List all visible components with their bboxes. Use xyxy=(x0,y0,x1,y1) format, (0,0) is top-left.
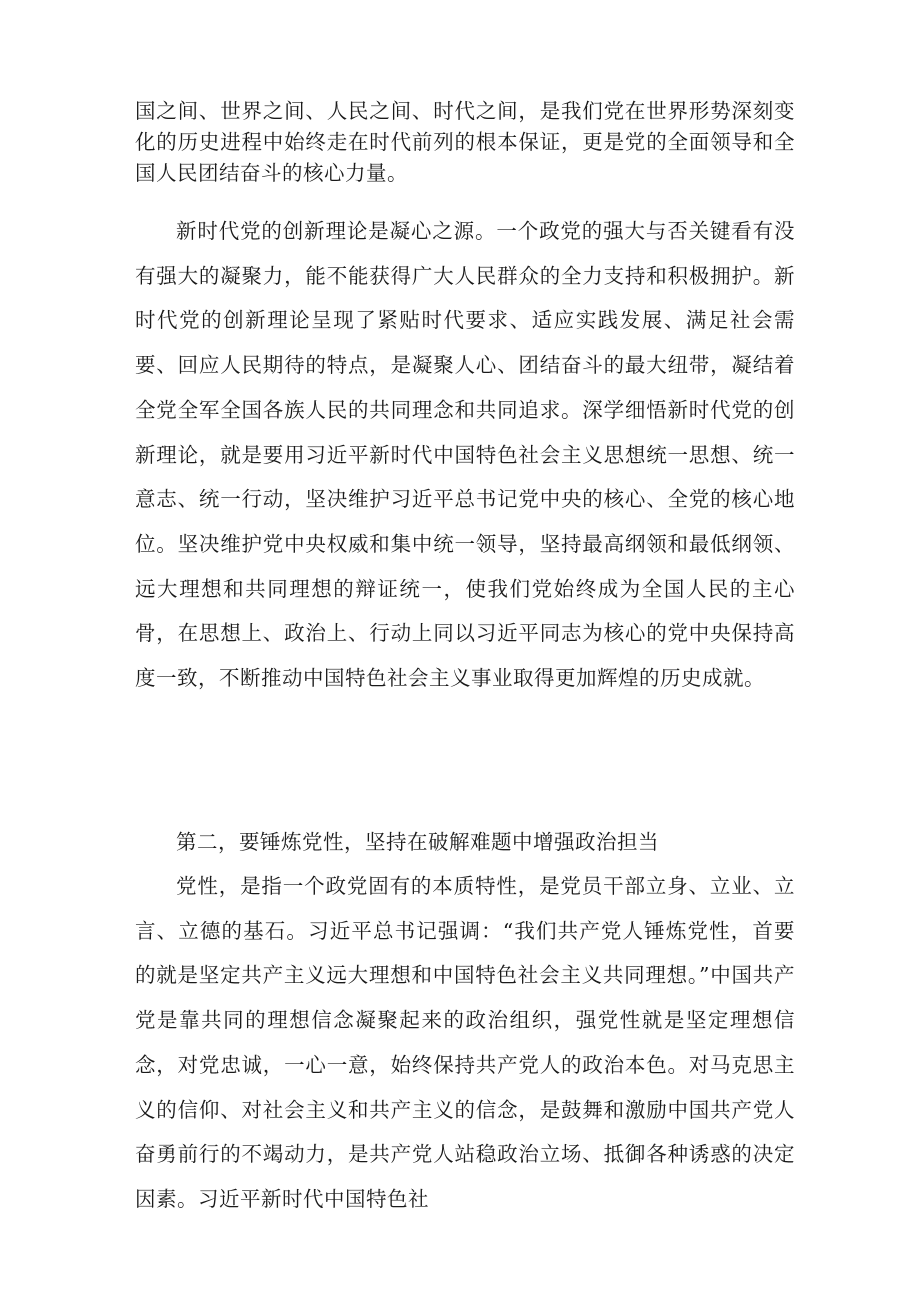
paragraph-continuation: 国之间、世界之间、人民之间、时代之间，是我们党在世界形势深刻变化的历史进程中始终走在时代前列的根本保证，更是党的全面领导和全国人民团结奋斗的核心力量。 xyxy=(135,99,795,185)
section-heading: 第二，要锤炼党性，坚持在破解难题中增强政治担当 xyxy=(176,830,659,854)
paragraph-party-spirit: 党性，是指一个政党固有的本质特性，是党员干部立身、立业、立言、立德的基石。习近平总书记强调：“我们共产党人锤炼党性，首要的就是坚定共产主义远大理想和中国特色社会主义共同理想。”中国共产党是靠共同的理想信念凝聚起来的政治组织，强党性就是坚定理想信念，对党忠诚，一心一意，始终保持共产党人的政治本色。对马克思主义的信仰、对社会主义和共产主义的信念，是鼓舞和激励中国共产党人奋勇前行的不竭动力，是共产党人站稳政治立场、抵御各种诱惑的决定因素。习近平新时代中国特色社 xyxy=(135,874,795,1211)
paragraph-innovation-theory: 新时代党的创新理论是凝心之源。一个政党的强大与否关键看有没有强大的凝聚力，能不能获得广大人民群众的全力支持和积极拥护。新时代党的创新理论呈现了紧贴时代要求、适应实践发展、满足社会需要、回应人民期待的特点，是凝聚人心、团结奋斗的最大纽带，凝结着全党全军全国各族人民的共同理念和共同追求。深学细悟新时代党的创新理论，就是要用习近平新时代中国特色社会主义思想统一思想、统一意志、统一行动，坚决维护习近平总书记党中央的核心、全党的核心地位。坚决维护党中央权威和集中统一领导，坚持最高纲领和最低纲领、远大理想和共同理想的辩证统一，使我们党始终成为全国人民的主心骨，在思想上、政治上、行动上同以习近平同志为核心的党中央保持高度一致，不断推动中国特色社会主义事业取得更加辉煌的历史成就。 xyxy=(135,219,795,691)
